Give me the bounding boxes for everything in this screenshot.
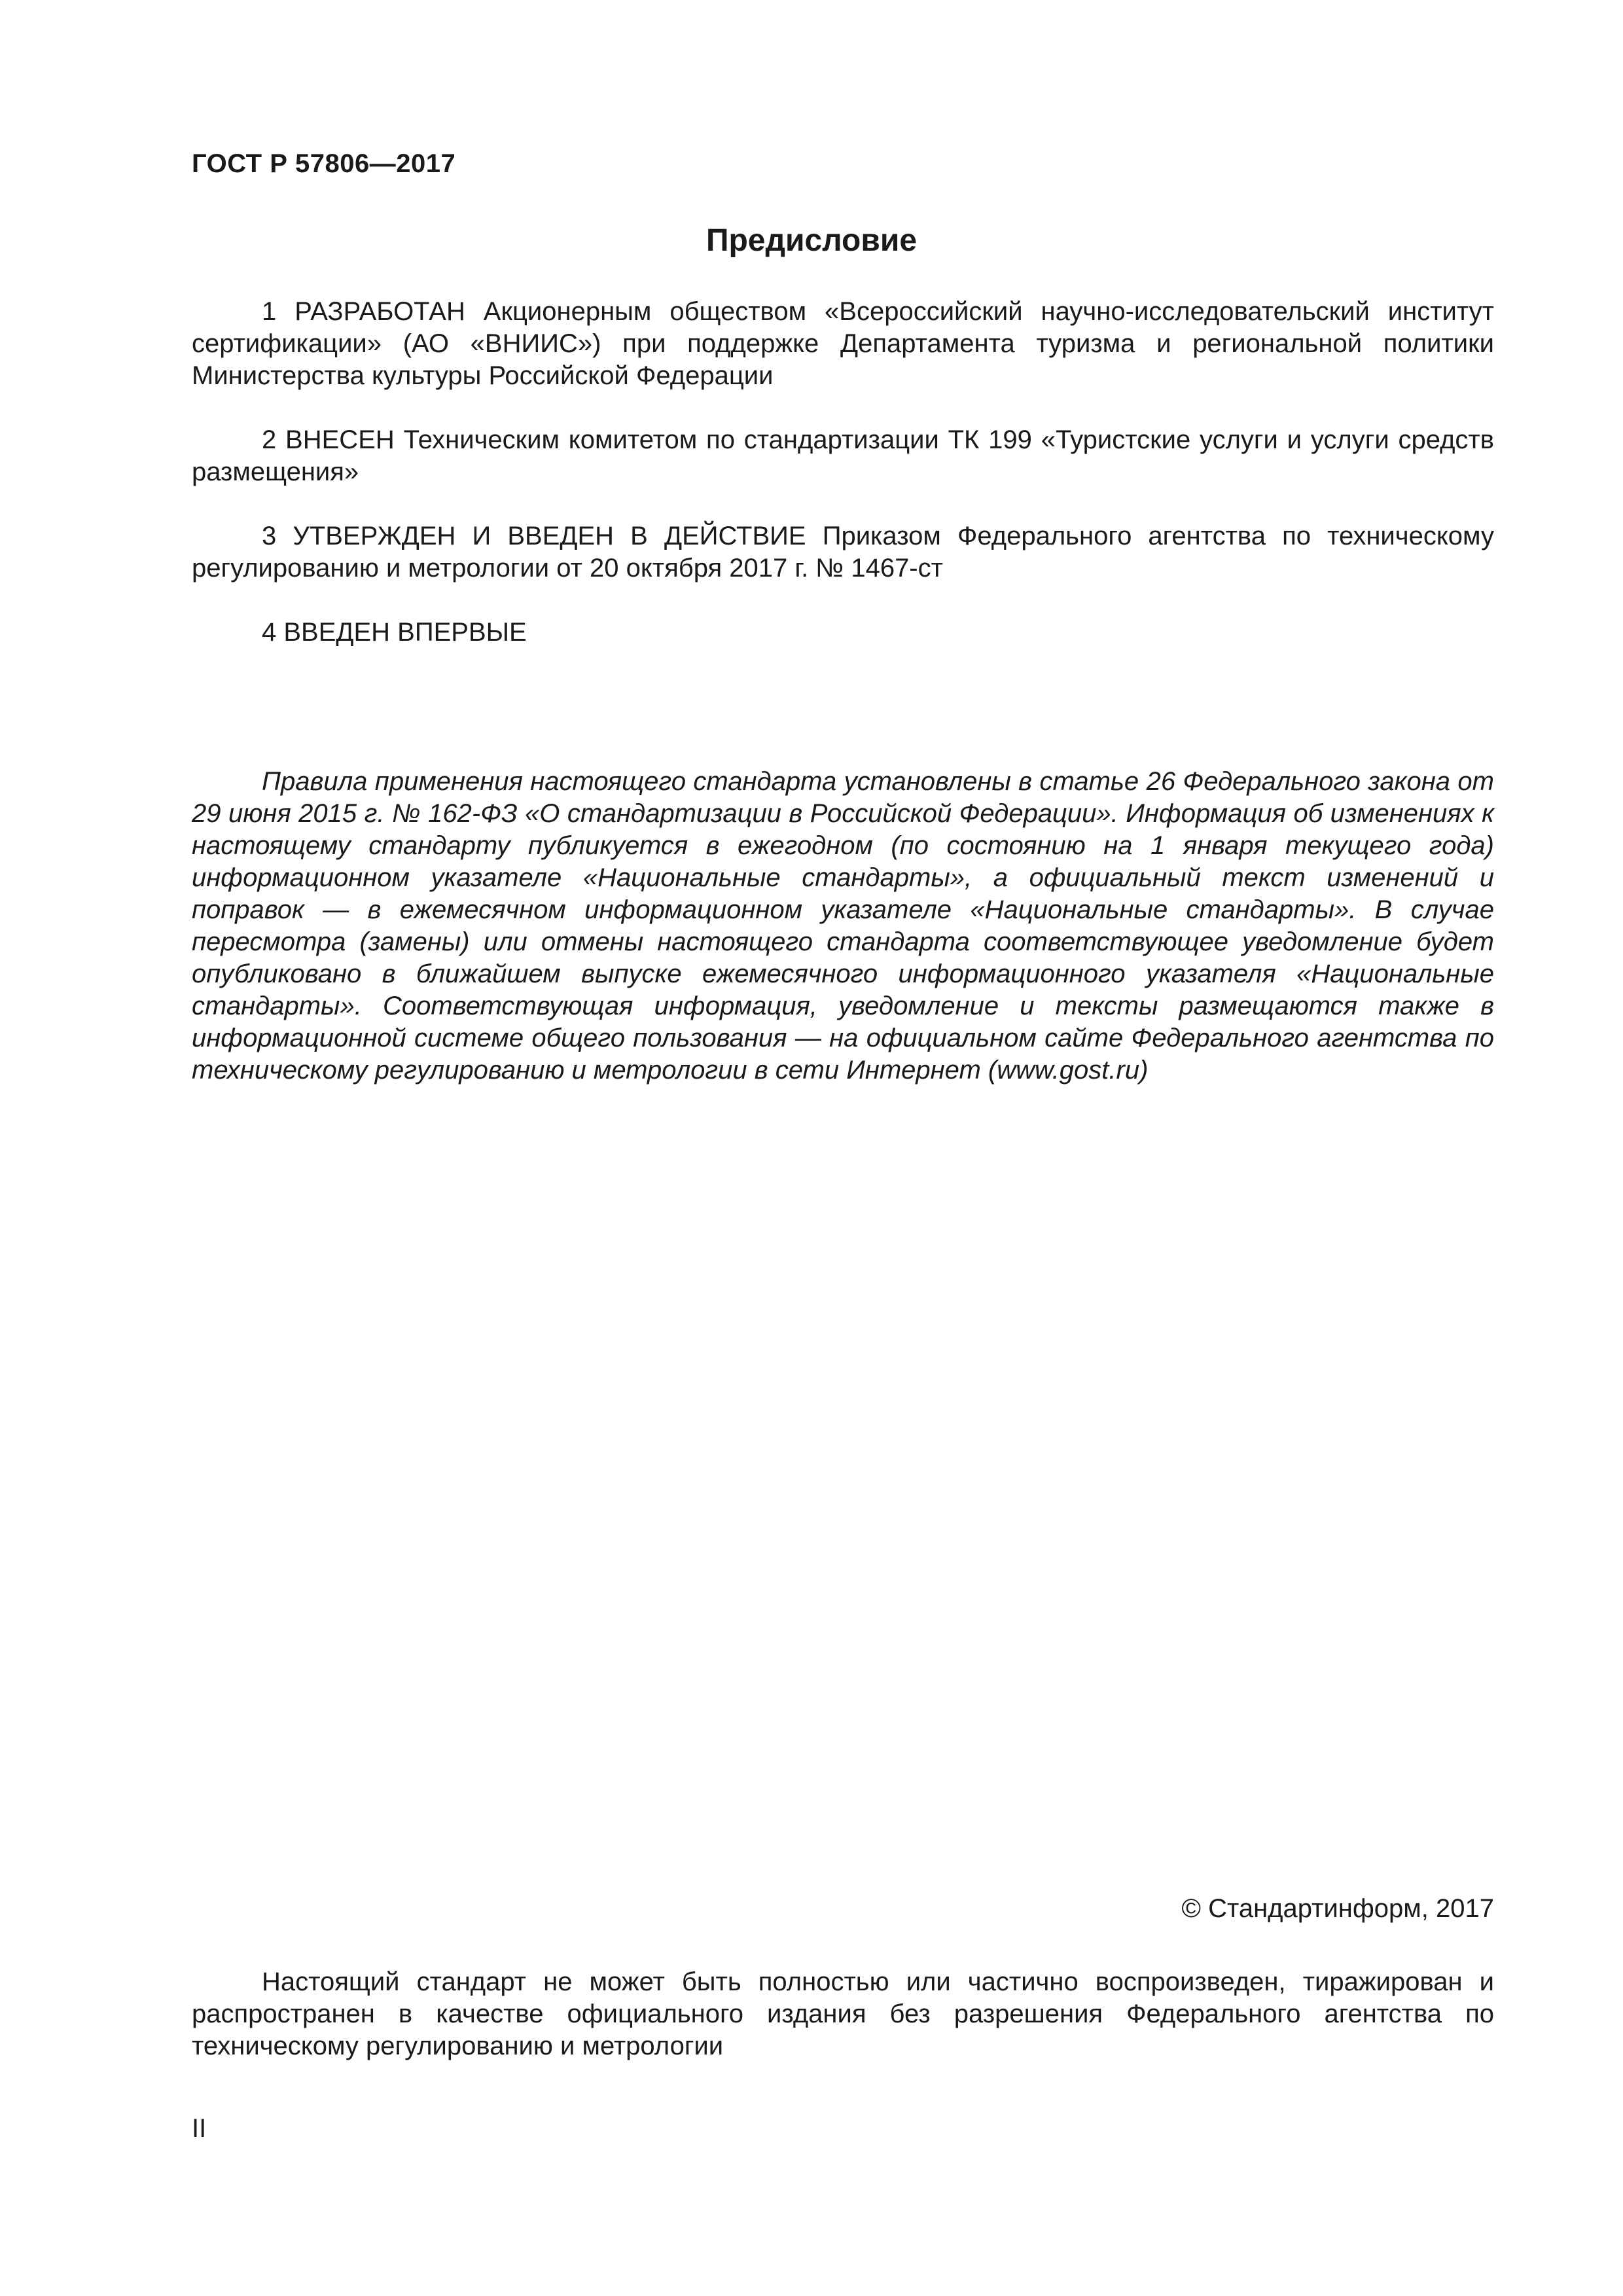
foreword-items <box>192 296 1494 649</box>
foreword-item-1: 1 РАЗРАБОТАН Акционерным обществом «Всероссийский научно-исследовательский институт сертификации» (АО «ВНИИС») при поддержке Департамента туризма и региональной политики Министерства культуры Российской Федерации <box>192 297 1494 390</box>
application-rules-text: Правила применения настоящего стандарта установлены в статье 26 Федерального закона от 29 июня 2015 г. № 162-ФЗ «О стандартизации в Российской Федерации». Информация об изменениях к настоящему стандарту публикуется в ежегодном (по состоянию на 1 января текущего года) информационном указателе «Национальные стандарты», а официальный текст изменений и поправок — в ежемесячном информационном указателе «Национальные стандарты». В случае пересмотра (замены) или отмены настоящего стандарта соответствующее уведомление будет опубликовано в ближайшем выпуске ежемесячного информационного указателя «Национальные стандарты». Соответствующая информация, уведомление и тексты размещаются также в информационной системе общего пользования — на официальном сайте Федерального агентства по техническому регулированию и метрологии в сети Интернет (www.gost.ru) <box>192 767 1494 1085</box>
foreword-item-2: 2 ВНЕСЕН Техническим комитетом по стандартизации ТК 199 «Туристские услуги и услуги средств размещения» <box>192 425 1494 486</box>
standard-code-header: ГОСТ Р 57806—2017 <box>192 149 456 178</box>
page-number: II <box>192 2114 207 2143</box>
copyright-line: © Стандартинформ, 2017 <box>1181 1894 1494 1923</box>
application-rules-block <box>192 766 1494 1086</box>
reproduction-notice-block <box>192 1966 1494 2062</box>
page-title: Предисловие <box>705 223 918 258</box>
foreword-item-3: 3 УТВЕРЖДЕН И ВВЕДЕН В ДЕЙСТВИЕ Приказом Федерального агентства по техническому регулированию и метрологии от 20 октября 2017 г. № 1467-ст <box>192 522 1494 583</box>
reproduction-notice-text: Настоящий стандарт не может быть полностью или частично воспроизведен, тиражирован и распространен в качестве официального издания без разрешения Федерального агентства по техническому регулированию и метрологии <box>192 1967 1494 2060</box>
foreword-item-4: 4 ВВЕДЕН ВПЕРВЫЕ <box>262 618 527 647</box>
